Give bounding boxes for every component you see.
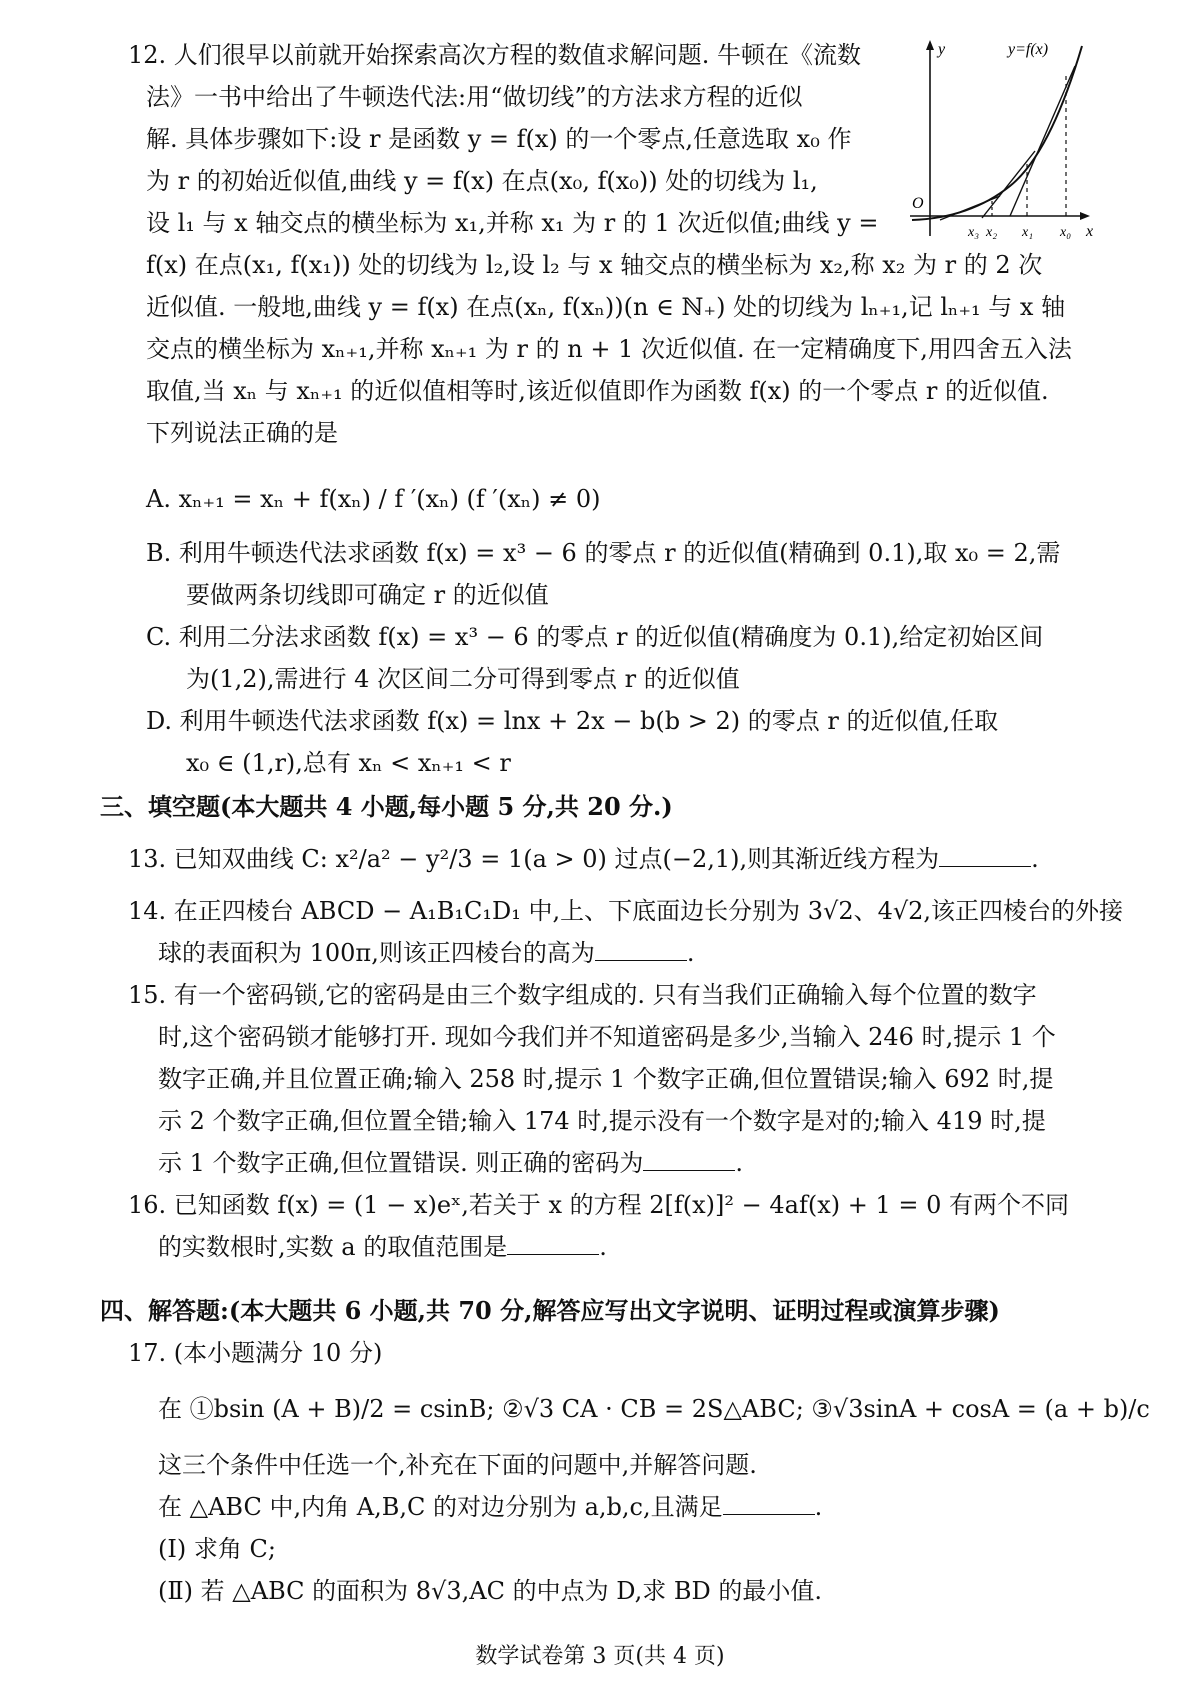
q17-part-1: (Ⅰ) 求角 C; xyxy=(158,1535,276,1563)
q17-head: 17. (本小题满分 10 分) xyxy=(128,1339,383,1367)
q12-line-8: 交点的横坐标为 xₙ₊₁,并称 xₙ₊₁ 为 r 的 n + 1 次近似值. 在一定精确度下,用四舍五入法 xyxy=(146,335,1072,363)
option-d-line-2: x₀ ∈ (1,r),总有 xₙ < xₙ₊₁ < r xyxy=(186,749,511,777)
label-x0: x₀ xyxy=(1060,225,1072,240)
q17-part-2: (Ⅱ) 若 △ABC 的面积为 8√3,AC 的中点为 D,求 BD 的最小值. xyxy=(158,1577,822,1605)
curve-fx xyxy=(912,46,1082,220)
q13-blank xyxy=(939,844,1031,867)
q14-blank xyxy=(595,938,687,961)
q16-blank xyxy=(507,1232,599,1255)
q15-blank xyxy=(643,1148,735,1171)
question-13: 13. 已知双曲线 C: x²/a² − y²/3 = 1(a > 0) 过点(−2,1),则其渐近线方程为 . xyxy=(128,845,1039,873)
q16-line-1: 16. 已知函数 f(x) = (1 − x)eˣ,若关于 x 的方程 2[f(x)]² − 4af(x) + 1 = 0 有两个不同 xyxy=(128,1191,1070,1219)
option-b-line-1: B. 利用牛顿迭代法求函数 f(x) = x³ − 6 的零点 r 的近似值(精确到 0.1),取 x₀ = 2,需 xyxy=(146,539,1061,567)
q12-line-1: 12. 人们很早以前就开始探索高次方程的数值求解问题. 牛顿在《流数 xyxy=(128,41,862,69)
tangent-l1 xyxy=(1010,66,1075,216)
q14-line-1: 14. 在正四棱台 ABCD − A₁B₁C₁D₁ 中,上、下底面边长分别为 3√2、4√2,该正四棱台的外接 xyxy=(128,897,1124,925)
option-b-line-2: 要做两条切线即可确定 r 的近似值 xyxy=(186,581,549,609)
newton-method-figure xyxy=(900,36,1100,246)
label-x2: x₂ xyxy=(986,225,998,240)
q12-line-9: 取值,当 xₙ 与 xₙ₊₁ 的近似值相等时,该近似值即作为函数 f(x) 的一个零点 r 的近似值. xyxy=(146,377,1049,405)
label-fx: y=f(x) xyxy=(1008,41,1049,58)
q15-line-5-text: 示 1 个数字正确,但位置错误. 则正确的密码为 xyxy=(158,1149,644,1177)
section-3-title: 三、填空题(本大题共 4 小题,每小题 5 分,共 20 分.) xyxy=(100,792,673,821)
q14-line-2-text: 球的表面积为 100π,则该正四棱台的高为 xyxy=(158,939,595,967)
q12-options xyxy=(146,466,1146,784)
q15-line-3: 数字正确,并且位置正确;输入 258 时,提示 1 个数字正确,但位置错误;输入 692 时,提 xyxy=(158,1065,1054,1093)
label-origin: O xyxy=(912,195,924,212)
q15-line-1: 15. 有一个密码锁,它的密码是由三个数字组成的. 只有当我们正确输入每个位置的数字 xyxy=(128,981,1037,1009)
q15-line-2: 时,这个密码锁才能够打开. 现如今我们并不知道密码是多少,当输入 246 时,提示 1 个 xyxy=(158,1023,1056,1051)
page-footer: 数学试卷第 3 页(共 4 页) xyxy=(475,1644,725,1669)
q12-line-2: 法》一书中给出了牛顿迭代法:用“做切线”的方法求方程的近似 xyxy=(146,83,803,111)
q16-line-2: 的实数根时,实数 a 的取值范围是 . xyxy=(158,1233,607,1261)
q15-line-5: 示 1 个数字正确,但位置错误. 则正确的密码为 . xyxy=(158,1149,744,1177)
section-4-solutions xyxy=(100,1290,1150,1612)
label-x: x xyxy=(1086,223,1094,240)
q14-line-2: 球的表面积为 100π,则该正四棱台的高为 . xyxy=(158,939,695,967)
option-a: A. xₙ₊₁ = xₙ + f(xₙ) / f ′(xₙ) (f ′(xₙ) ≠ 0) xyxy=(146,485,601,513)
q12-line-5: 设 l₁ 与 x 轴交点的横坐标为 x₁,并称 x₁ 为 r 的 1 次近似值;曲线 y = xyxy=(146,209,879,237)
q12-line-10: 下列说法正确的是 xyxy=(146,419,338,447)
option-c-line-2: 为(1,2),需进行 4 次区间二分可得到零点 r 的近似值 xyxy=(186,665,740,693)
q12-line-6: f(x) 在点(x₁, f(x₁)) 处的切线为 l₂,设 l₂ 与 x 轴交点的横坐标为 x₂,称 x₂ 为 r 的 2 次 xyxy=(146,251,1043,279)
q17-blank xyxy=(723,1492,815,1515)
section-4-title: 四、解答题:(本大题共 6 小题,共 70 分,解答应写出文字说明、证明过程或演算步骤) xyxy=(100,1296,1000,1325)
q12-line-7: 近似值. 一般地,曲线 y = f(x) 在点(xₙ, f(xₙ))(n ∈ ℕ₊) 处的切线为 lₙ₊₁,记 lₙ₊₁ 与 x 轴 xyxy=(146,293,1066,321)
section-3-fill-in xyxy=(100,786,1150,1268)
q13-text: 13. 已知双曲线 C: x²/a² − y²/3 = 1(a > 0) 过点(−2,1),则其渐近线方程为 xyxy=(128,845,940,873)
y-axis-arrow xyxy=(926,40,934,50)
q17-line-1: 这三个条件中任选一个,补充在下面的问题中,并解答问题. xyxy=(158,1451,757,1479)
q15-line-4: 示 2 个数字正确,但位置全错;输入 174 时,提示没有一个数字是对的;输入 419 时,提 xyxy=(158,1107,1046,1135)
q16-line-2-text: 的实数根时,实数 a 的取值范围是 xyxy=(158,1233,508,1261)
q12-line-3: 解. 具体步骤如下:设 r 是函数 y = f(x) 的一个零点,任意选取 x₀ 作 xyxy=(146,125,852,153)
x-axis-arrow xyxy=(1080,212,1090,220)
q17-line-2-text: 在 △ABC 中,内角 A,B,C 的对边分别为 a,b,c,且满足 xyxy=(158,1493,723,1521)
option-d-line-1: D. 利用牛顿迭代法求函数 f(x) = lnx + 2x − b(b > 2) 的零点 r 的近似值,任取 xyxy=(146,707,999,735)
label-x3: x₃ xyxy=(968,225,980,240)
q17-conditions: 在 ①bsin (A + B)/2 = csinB; ②√3 CA · CB = 2S△ABC; ③√3sinA + cosA = (a + b)/c xyxy=(158,1395,1150,1423)
q12-line-4: 为 r 的初始近似值,曲线 y = f(x) 在点(x₀, f(x₀)) 处的切线为 l₁, xyxy=(146,167,818,195)
label-y: y xyxy=(938,41,946,58)
q17-line-2: 在 △ABC 中,内角 A,B,C 的对边分别为 a,b,c,且满足 . xyxy=(158,1493,823,1521)
label-x1: x₁ xyxy=(1022,225,1034,240)
option-c-line-1: C. 利用二分法求函数 f(x) = x³ − 6 的零点 r 的近似值(精确度为 0.1),给定初始区间 xyxy=(146,623,1044,651)
